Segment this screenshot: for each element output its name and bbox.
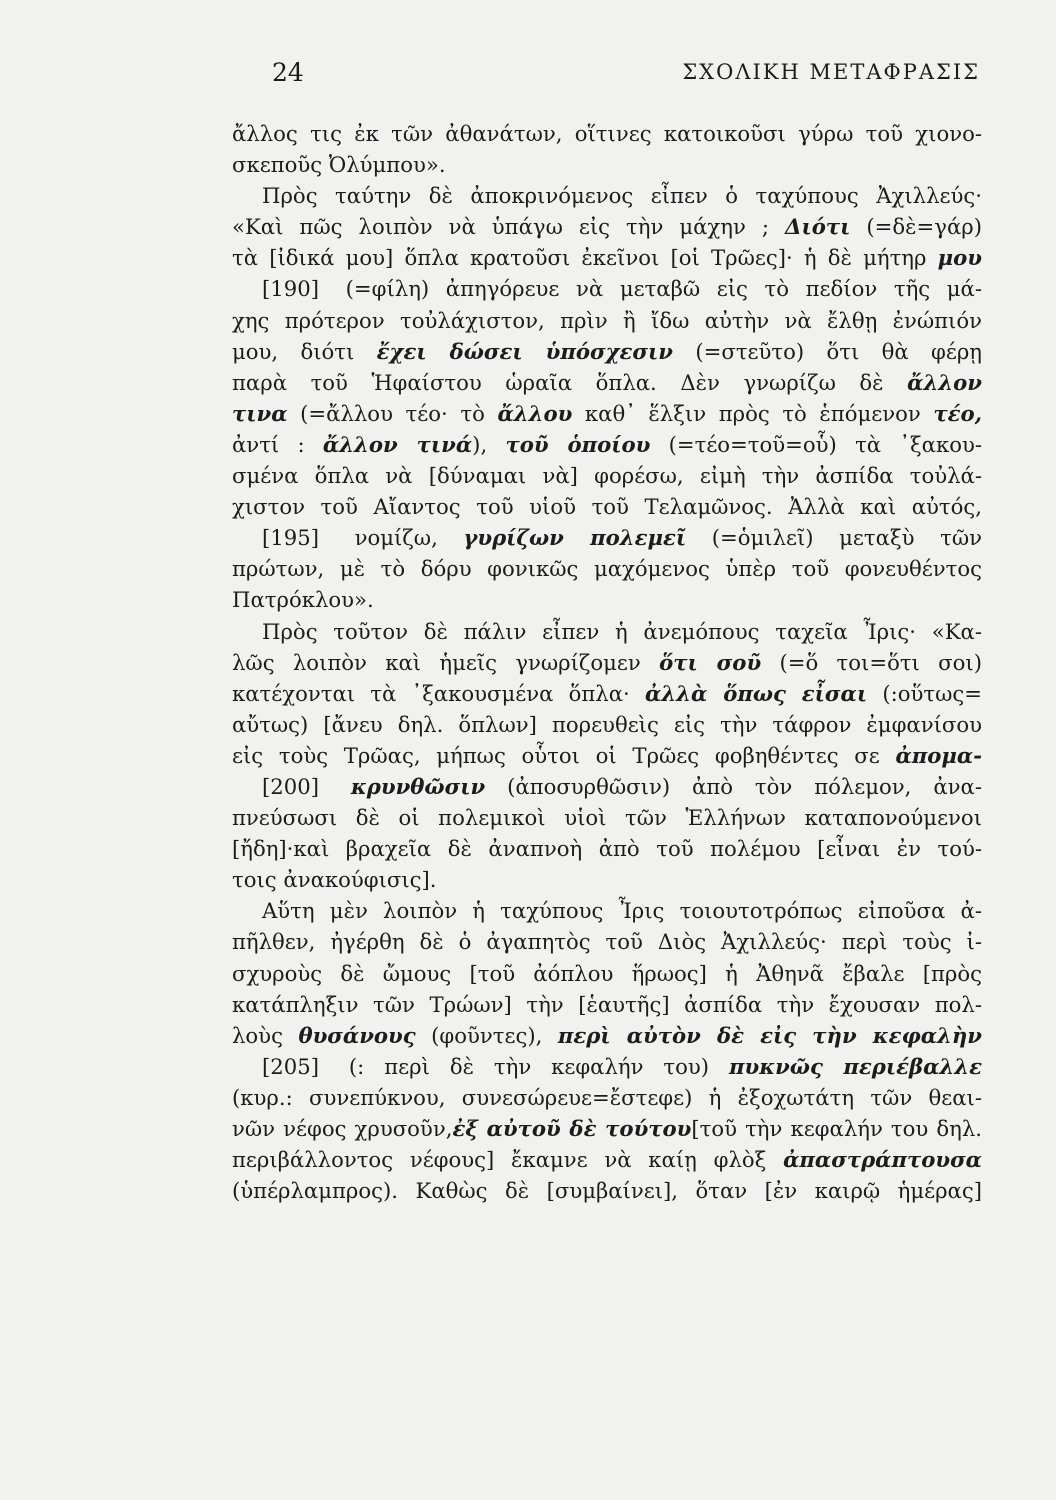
line-text: μου, διότι [232,338,377,364]
text-line [232,895,982,926]
line-text: λῶς λοιπὸν καὶ ἡμεῖς γνωρίζομεν [232,649,660,675]
line-text: (=στεῦτο) ὅτι θὰ φέρῃ [673,338,982,364]
page-number: 24 [272,58,304,87]
line-text: νομίζω, [328,525,464,551]
text-line [232,616,982,647]
lemma-text: θυσάνους [298,1022,416,1048]
text-line [232,740,982,771]
line-text: Πρὸς ταύτην δὲ ἀποκρινόμενος εἶπεν ὁ ταχύπους Ἀχιλλεύς· [262,183,982,209]
line-text: Αὕτη μὲν λοιπὸν ἡ ταχύπους Ἶρις τοιουτοτρόπως εἰποῦσα ἀ- [262,898,982,924]
lemma-text: τέο, [933,400,982,426]
line-text: περιβάλλοντος νέφους] ἔκαμνε νὰ καίῃ φλὸξ [232,1147,784,1173]
line-text: (φοῦντες), [415,1022,558,1048]
verse-number: [195] [262,525,319,551]
text-line [232,1082,982,1113]
line-text [329,774,351,799]
line-text: αὔτως) [ἄνευ δηλ. ὅπλων] πορευθεὶς εἰς τὴν τάφρον ἐμφανίσου [232,711,982,737]
line-text: σχυροὺς δὲ ὤμους [τοῦ ἀόπλου ἥρωος] ἡ Ἀθηνᾶ ἔβαλε [πρὸς [232,960,982,986]
lemma-text: κρυνθῶσιν [350,773,486,799]
lemma-text: ἄλλον τινά [322,431,473,457]
text-line [232,1020,982,1051]
line-text: νῶν νέφος χρυσοῦν, [232,1116,453,1141]
text-line [232,336,982,367]
running-title: ΣΧΟΛΙΚΗ ΜΕΤΑΦΡΑΣΙΣ [682,60,980,84]
text-line [232,802,982,833]
text-line [232,1144,982,1175]
text-line [232,1113,982,1144]
text-line [232,180,982,211]
text-line [232,709,982,740]
line-text: τὰ [ἰδικά μου] ὅπλα κρατοῦσι ἐκεῖνοι [οἱ Τρῶες]· ἡ δὲ μήτηρ [232,245,938,271]
text-line [232,989,982,1020]
text-line [232,678,982,709]
line-text: «Καὶ πῶς λοιπὸν νὰ ὑπάγω εἰς τὴν μάχην ; [232,214,786,240]
lemma-text: ἐξ αὐτοῦ δὲ τούτου [452,1116,692,1141]
text-line [232,460,982,491]
line-text: (κυρ.: συνεπύκνου, συνεσώρευε=ἔστεφε) ἡ ἐξοχωτάτη τῶν θεαι- [232,1084,982,1110]
line-text: (=φίλη) ἀπηγόρευε νὰ μεταβῶ εἰς τὸ πεδίον τῆς μά- [328,276,982,302]
line-text: κατέχονται τὰ ᾿ξακουσμένα ὅπλα· [232,680,645,706]
text-line [232,398,982,429]
line-text: ἄλλος τις ἐκ τῶν ἀθανάτων, οἵτινες κατοικοῦσι γύρω τοῦ χιονο- [232,121,982,146]
lemma-text: Διότι [785,214,851,240]
text-line [232,647,982,678]
line-text: (=δὲ=γάρ) [850,214,982,240]
lemma-text: μου [937,245,982,271]
line-text: (=τέο=τοῦ=οὗ) τὰ ᾿ξακου- [650,431,982,457]
line-text: πῆλθεν, ἠγέρθη δὲ ὁ ἀγαπητὸς τοῦ Διὸς Ἀχιλλεύς· περὶ τοὺς ἰ- [232,929,982,955]
text-line [232,584,982,615]
verse-number: [200] [262,773,319,799]
lemma-text: τινα [232,400,288,426]
lemma-text: πυκνῶς περιέβαλλε [728,1053,982,1079]
line-text: σμένα ὅπλα νὰ [δύναμαι νὰ] φορέσω, εἰμὴ τὴν ἀσπίδα τοὐλά- [232,463,982,489]
body-text [232,118,982,1206]
line-text: τοις ἀνακούφισις]. [232,867,437,893]
text-line [232,118,982,149]
page-header [272,58,980,94]
line-text: πνεύσωσι δὲ οἱ πολεμικοὶ υἱοὶ τῶν Ἑλλήνων καταπονούμενοι [232,805,982,831]
line-text: Πατρόκλου». [232,587,374,613]
line-text: [τοῦ τὴν κεφαλήν του δηλ. [691,1116,982,1141]
line-text: [ἤδη]·καὶ βραχεῖα δὲ ἀναπνοὴ ἀπὸ τοῦ πολέμου [εἶναι ἐν τού- [232,836,982,862]
text-line [232,833,982,864]
text-line [232,1175,982,1206]
text-line [232,926,982,957]
text-line [232,273,982,304]
line-text: (ἀποσυρθῶσιν) ἀπὸ τὸν πόλεμον, ἀνα- [485,773,982,799]
text-line [232,211,982,242]
line-text: (=ὅ τοι=ὅτι σοι) [761,649,982,675]
text-line [232,1051,982,1082]
line-text: χιστον τοῦ Αἴαντος τοῦ υἱοῦ τοῦ Τελαμῶνος. Ἀλλὰ καὶ αὐτός, [232,494,982,520]
line-text: λοὺς [232,1022,299,1048]
text-line [232,429,982,460]
line-text: (: περὶ δὲ τὴν κεφαλήν του) [328,1053,729,1079]
verse-number: [205] [262,1053,319,1079]
line-text: καθ᾿ ἕλξιν πρὸς τὸ ἑπόμενον [572,400,934,426]
text-line [232,553,982,584]
line-text: (:οὕτως= [867,680,982,706]
text-line [232,242,982,273]
text-line [232,522,982,553]
line-text: χης πρότερον τοὐλάχιστον, πρὶν ἢ ἴδω αὐτὴν νὰ ἔλθῃ ἐνώπιόν [232,307,982,333]
verse-number: [190] [262,276,319,302]
lemma-text: ὅτι σοῦ [659,649,762,675]
line-text: σκεποῦς Ὀλύμπου». [232,152,446,178]
text-line [232,149,982,180]
lemma-text: ἀπαστράπτουσα [783,1147,982,1173]
line-text: ), [472,431,506,457]
text-line [232,771,982,802]
text-line [232,367,982,398]
lemma-text: ἄλλον [907,369,982,395]
text-line [232,305,982,336]
line-text: πρώτων, μὲ τὸ δόρυ φονικῶς μαχόμενος ὑπὲρ τοῦ φονευθέντος [232,556,982,582]
line-text: εἰς τοὺς Τρῶας, μήπως οὗτοι οἱ Τρῶες φοβηθέντες σε [232,742,896,768]
lemma-text: ἄλλου [497,400,573,426]
lemma-text: περὶ αὐτὸν δὲ εἰς τὴν κεφαλὴν [557,1022,982,1048]
text-line [232,491,982,522]
line-text: (ὑπέρλαμπρος). Καθὼς δὲ [συμβαίνει], ὅταν [ἐν καιρῷ ἡμέρας] [232,1178,982,1204]
line-text: παρὰ τοῦ Ἡφαίστου ὡραῖα ὅπλα. Δὲν γνωρίζω δὲ [232,369,908,395]
lemma-text: ἔχει δώσει ὑπόσχεσιν [376,338,673,364]
line-text: (=ἄλλου τέο· τὸ [287,400,498,426]
line-text: ἀντί : [232,431,323,457]
text-line [232,958,982,989]
lemma-text: τοῦ ὁποίου [505,431,651,457]
line-text: Πρὸς τοῦτον δὲ πάλιν εἶπεν ἡ ἀνεμόπους ταχεῖα Ἶρις· «Κα- [262,618,982,644]
lemma-text: γυρίζων πολεμεῖ [463,525,687,551]
lemma-text: ἀλλὰ ὅπως εἶσαι [645,680,868,706]
line-text: (=ὁμιλεῖ) μεταξὺ τῶν [686,525,982,551]
lemma-text: ἀπομα- [895,742,982,768]
line-text: κατάπληξιν τῶν Τρώων] τὴν [ἑαυτῆς] ἀσπίδα τὴν ἔχουσαν πολ- [232,991,982,1017]
text-line [232,864,982,895]
